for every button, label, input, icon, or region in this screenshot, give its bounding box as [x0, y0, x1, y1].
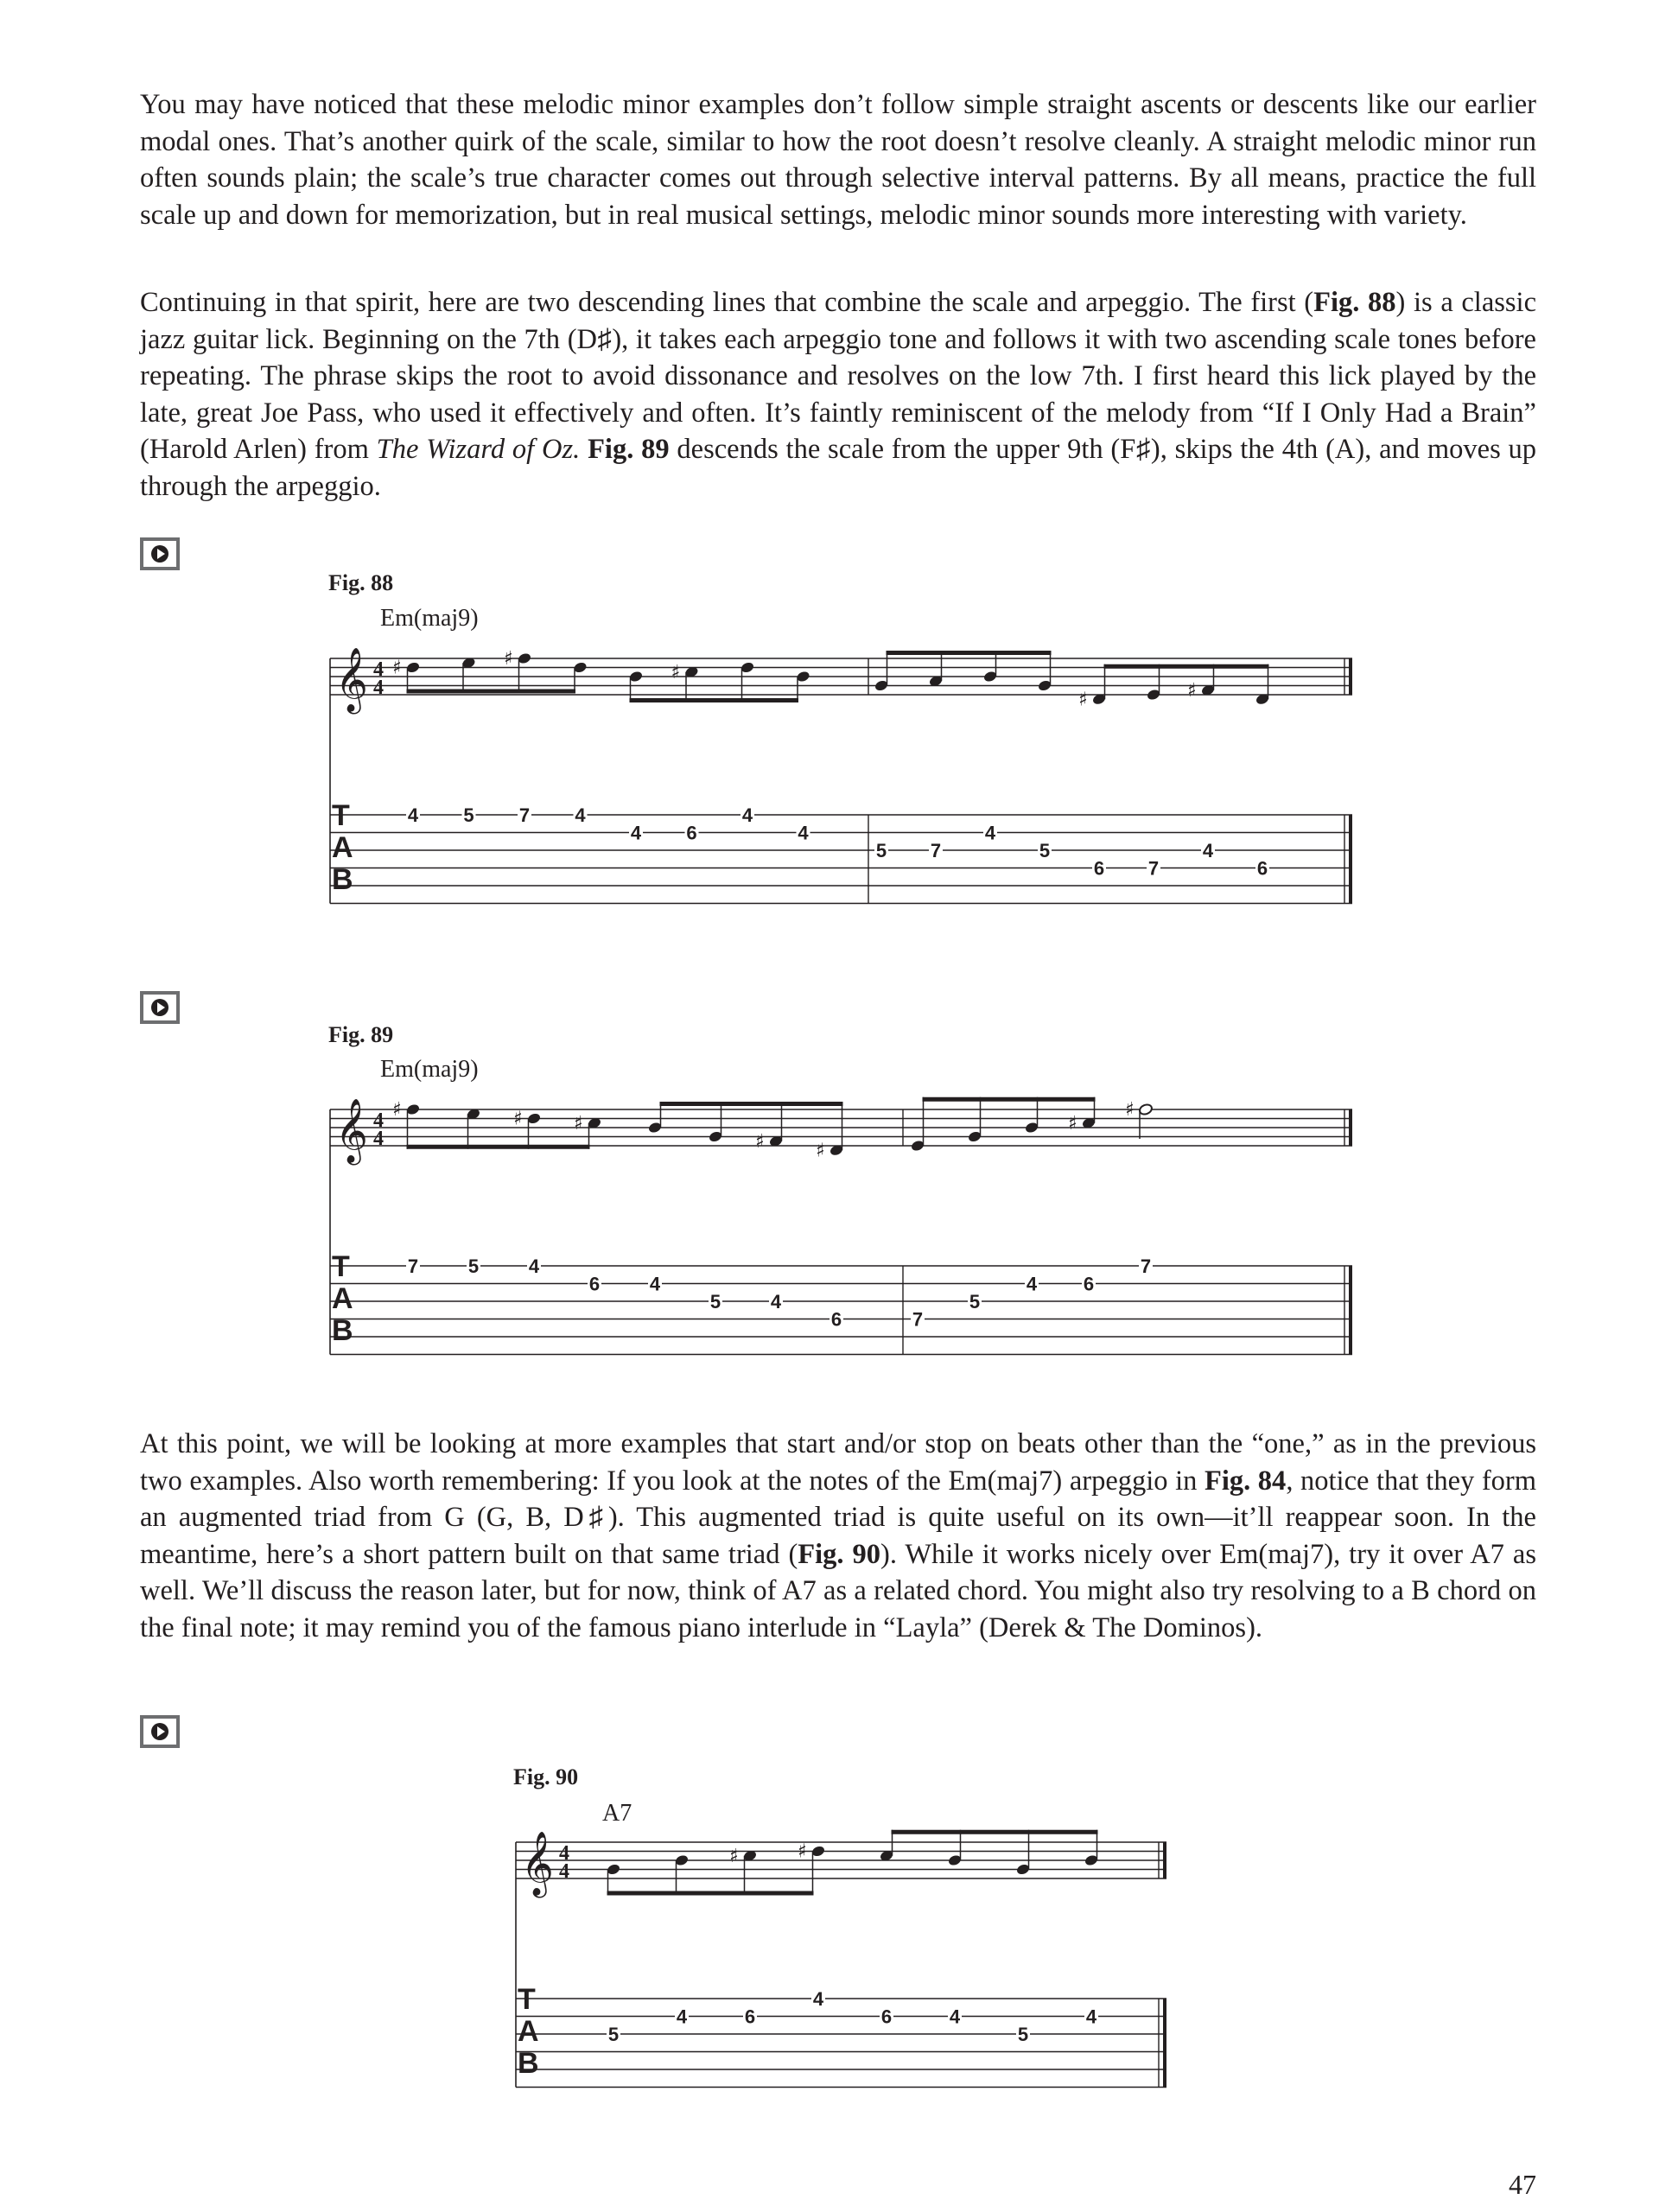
- tab-fret-number: 4: [812, 1988, 824, 2010]
- body-paragraph-1: You may have noticed that these melodic minor examples don’t follow simple straight ascents or descents like our earlier modal ones. That’s another quirk of the scale, similar to how the root doesn’t resolve cleanly. A straight melodic minor run often sounds plain; the scale’s true character comes out through selective interval patterns. By all means, practice the full scale up and down for memorization, but in real musical settings, melodic minor sounds more interesting with variety.: [140, 89, 1536, 231]
- tab-fret-number: 4: [676, 2005, 688, 2028]
- note-head: [1138, 1103, 1153, 1116]
- sharp-accidental: ♯: [1068, 1112, 1077, 1135]
- play-audio-button-fig-88[interactable]: [140, 537, 180, 570]
- paragraph-text: ) is a classic jazz guitar lick. Beginning on the 7th (D♯), it takes each arpeggio tone and follows it with two ascending scale tones before repeating. The phrase skips the root to avoid dissonance and resolves on the low 7th. I first heard this lick played by the late, great Joe Pass, who used it effectively and often. It’s faintly reminiscent of the melody from “If I Only Had a Brain” (Harold Arlen) from: [140, 287, 1537, 466]
- chord-symbol-89: Em(maj9): [380, 1056, 479, 1083]
- time-signature-numerator: 4: [559, 1842, 569, 1865]
- tab-label-b: B: [332, 1314, 353, 1347]
- film-title: The Wizard of Oz.: [376, 434, 581, 466]
- tab-fret-number: 4: [770, 1291, 782, 1313]
- tab-label-t: T: [332, 799, 350, 832]
- play-audio-icon: [151, 999, 168, 1016]
- time-signature-numerator: 4: [373, 1109, 384, 1132]
- tab-fret-number: 7: [1140, 1255, 1152, 1277]
- sharp-accidental: ♯: [1078, 689, 1088, 711]
- sharp-accidental: ♯: [798, 1840, 807, 1863]
- figure-reference: Fig. 89: [588, 434, 670, 466]
- chord-symbol-88: Em(maj9): [380, 605, 479, 632]
- figure-title-88: Fig. 88: [328, 570, 394, 595]
- paragraph-text: [580, 434, 588, 465]
- sharp-accidental: ♯: [816, 1140, 825, 1162]
- treble-clef: 𝄞: [335, 648, 368, 712]
- figure-title-90: Fig. 90: [513, 1764, 579, 1789]
- sharp-accidental: ♯: [755, 1130, 765, 1153]
- sharp-accidental: ♯: [1187, 679, 1197, 702]
- body-paragraph-3: [140, 1426, 1536, 1647]
- tab-fret-number: 7: [930, 840, 942, 861]
- beam: [407, 690, 576, 694]
- beam: [607, 1891, 814, 1896]
- tab-fret-number: 5: [463, 804, 474, 826]
- chord-symbol-90: A7: [602, 1800, 632, 1827]
- tab-fret-number: 6: [1256, 857, 1268, 880]
- tab-fret-number: 5: [1039, 840, 1051, 861]
- figure-title-89: Fig. 89: [328, 1022, 394, 1047]
- tab-fret-number: 4: [798, 822, 809, 844]
- tab-label-a: A: [332, 1282, 353, 1315]
- sharp-accidental: ♯: [574, 1112, 583, 1135]
- tab-fret-number: 4: [1202, 840, 1214, 861]
- beam: [892, 1830, 1098, 1834]
- tab-fret-number: 5: [467, 1255, 480, 1277]
- tab-fret-number: 7: [1147, 857, 1160, 880]
- sharp-accidental: ♯: [504, 648, 513, 670]
- tab-fret-number: 6: [744, 2005, 756, 2028]
- tab-fret-number: 4: [984, 822, 996, 844]
- beam: [660, 1102, 843, 1106]
- play-audio-button-fig-90[interactable]: [140, 1715, 180, 1748]
- tab-fret-number: 6: [588, 1273, 601, 1295]
- tab-label-a: A: [518, 2015, 539, 2048]
- tab-fret-number: 6: [880, 2005, 893, 2028]
- play-audio-icon: [151, 545, 168, 563]
- sharp-accidental: ♯: [392, 657, 402, 679]
- tab-fret-number: 4: [1085, 2005, 1097, 2028]
- paragraph-text: ). While it works nicely over Em(maj7), try it over A7 as well. We’ll discuss the reason later, but for now, think of A7 as a related chord. You might also try resolving to a B chord on the final note; it may remind you of the famous piano interlude in “Layla” (Derek & The Dominos).: [140, 1538, 1536, 1643]
- paragraph-text: At this point, we will be looking at more examples that start and/or stop on beats other than the “one,” as in the previous two examples. Also worth remembering: If you look at the notes of the Em(maj7) arpeggio in: [140, 1428, 1536, 1497]
- tab-fret-number: 7: [912, 1308, 924, 1331]
- time-signature-denominator: 4: [373, 677, 384, 699]
- body-paragraph-2: [140, 284, 1536, 505]
- tab-fret-number: 4: [528, 1255, 540, 1277]
- beam: [630, 698, 799, 702]
- tab-fret-number: 6: [830, 1308, 842, 1331]
- tab-fret-number: 7: [407, 1255, 419, 1277]
- tab-label-a: A: [332, 831, 353, 864]
- tab-fret-number: 4: [1026, 1273, 1038, 1295]
- sharp-accidental: ♯: [1125, 1099, 1135, 1121]
- figure-reference: Fig. 84: [1204, 1465, 1287, 1497]
- tab-fret-number: 4: [741, 804, 753, 826]
- sharp-accidental: ♯: [513, 1108, 523, 1130]
- treble-clef: 𝄞: [335, 1099, 368, 1163]
- time-signature-numerator: 4: [373, 658, 384, 681]
- tab-fret-number: 5: [875, 840, 887, 861]
- treble-clef: 𝄞: [521, 1832, 554, 1896]
- tab-fret-number: 5: [969, 1291, 981, 1313]
- sharp-accidental: ♯: [671, 661, 681, 683]
- figure-reference: Fig. 88: [1313, 287, 1396, 318]
- sharp-accidental: ♯: [729, 1845, 739, 1867]
- notation-tab-fig-90: [505, 1832, 1197, 2091]
- time-signature-denominator: 4: [559, 1860, 569, 1883]
- tab-fret-number: 6: [1093, 857, 1105, 880]
- beam: [923, 1097, 1096, 1102]
- play-audio-button-fig-89[interactable]: [140, 991, 180, 1024]
- sharp-accidental: ♯: [392, 1099, 402, 1121]
- tab-fret-number: 5: [607, 2024, 620, 2045]
- beam: [887, 651, 1052, 655]
- tab-fret-number: 7: [518, 804, 531, 826]
- figure-reference: Fig. 90: [798, 1538, 881, 1570]
- beam: [407, 1145, 590, 1149]
- page-number: 47: [1509, 2169, 1536, 2200]
- tab-label-b: B: [518, 2047, 539, 2080]
- notation-tab-fig-89: [320, 1099, 1357, 1358]
- paragraph-text: , notice that they form an augmented triad from G (G, B, D♯). This augmented triad is quite useful on its own—it’ll reappear soon. In the meantime, here’s a short pattern built on that same triad (: [140, 1465, 1537, 1570]
- tab-fret-number: 4: [630, 822, 642, 844]
- tab-label-b: B: [332, 863, 353, 896]
- tab-label-t: T: [332, 1250, 350, 1283]
- beam: [1104, 664, 1269, 669]
- tab-fret-number: 4: [575, 804, 586, 826]
- paragraph-text: Continuing in that spirit, here are two descending lines that combine the scale and arpeggio. The first (: [140, 287, 1314, 318]
- tab-fret-number: 4: [949, 2005, 961, 2028]
- notation-tab-fig-88: [320, 648, 1357, 907]
- tab-fret-number: 5: [1017, 2024, 1029, 2045]
- tab-fret-number: 4: [407, 804, 419, 826]
- play-audio-icon: [151, 1723, 168, 1740]
- tab-label-t: T: [518, 1983, 536, 2016]
- time-signature-denominator: 4: [373, 1128, 384, 1150]
- tab-fret-number: 6: [686, 822, 697, 844]
- tab-fret-number: 4: [649, 1273, 661, 1295]
- paragraph-text: descends the scale from the upper 9th (F♯), skips the 4th (A), and moves up through the arpeggio.: [140, 434, 1537, 502]
- tab-fret-number: 6: [1083, 1273, 1095, 1295]
- tab-fret-number: 5: [709, 1291, 721, 1313]
